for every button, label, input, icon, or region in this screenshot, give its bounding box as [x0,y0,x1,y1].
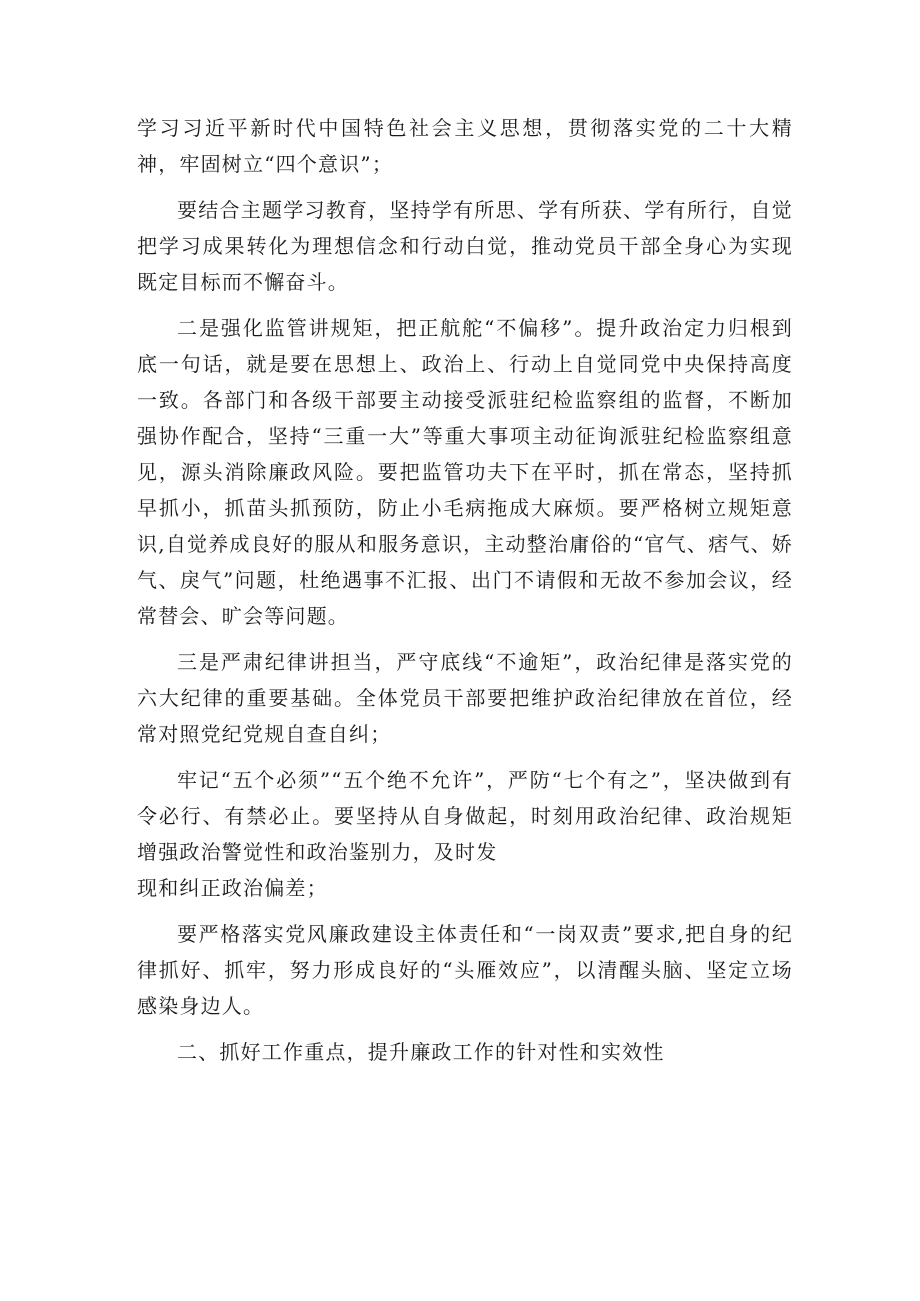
paragraph-study-thought: 学习习近平新时代中国特色社会主义思想，贯彻落实党的二十大精神，牢固树立“四个意识”； [137,116,793,176]
paragraph-theme-education: 要结合主题学习教育，坚持学有所思、学有所获、学有所行，自觉把学习成果转化为理想信念和行动白觉，推动党员干部全身心为实现既定目标而不懈奋斗。 [137,198,793,294]
paragraph-discipline-responsibility: 三是严肃纪律讲担当，严守底线“不逾矩”，政治纪律是落实党的六大纪律的重要基础。全体党员干部要把维护政治纪律放在首位，经常对照党纪党规自查自纠； [137,650,793,746]
paragraph-supervision-rules: 二是强化监管讲规矩，把正航舵“不偏移”。提升政治定力归根到底一句话，就是要在思想上、政治上、行动上自觉同党中央保持高度一致。各部门和各级干部要主动接受派驻纪检监察组的监督，不断加强协作配合，坚持“三重一大”等重大事项主动征询派驻纪检监察组意见，源头消除廉政风险。要把监管功夫下在平时，抓在常态，坚持抓早抓小，抓苗头抓预防，防止小毛病拖成大麻烦。要严格树立规矩意识,自觉养成良好的服从和服务意识，主动整治庸俗的“官气、痞气、娇气、戾气”问题，杜绝遇事不汇报、出门不请假和无故不参加会议，经常替会、旷会等问题。 [137,316,793,628]
section-heading-work-focus: 二、抓好工作重点，提升廉政工作的针对性和实效性 [177,1040,665,1064]
document-page [137,110,793,1070]
paragraph-main-responsibility: 要严格落实党风廉政建设主体责任和“一岗双责”要求,把自身的纪律抓好、抓牢，努力形成良好的“头雁效应”，以清醒头脑、坚定立场感染身边人。 [137,922,793,1018]
paragraph-remember-must: 牢记“五个必须”“五个绝不允许”，严防“七个有之”，坚决做到有令必行、有禁必止。要坚持从自身做起，时刻用政治纪律、政治规矩增强政治警觉性和政治鉴别力，及时发 [137,768,793,864]
paragraph-correct-deviation: 现和纠正政治偏差； [137,876,328,900]
